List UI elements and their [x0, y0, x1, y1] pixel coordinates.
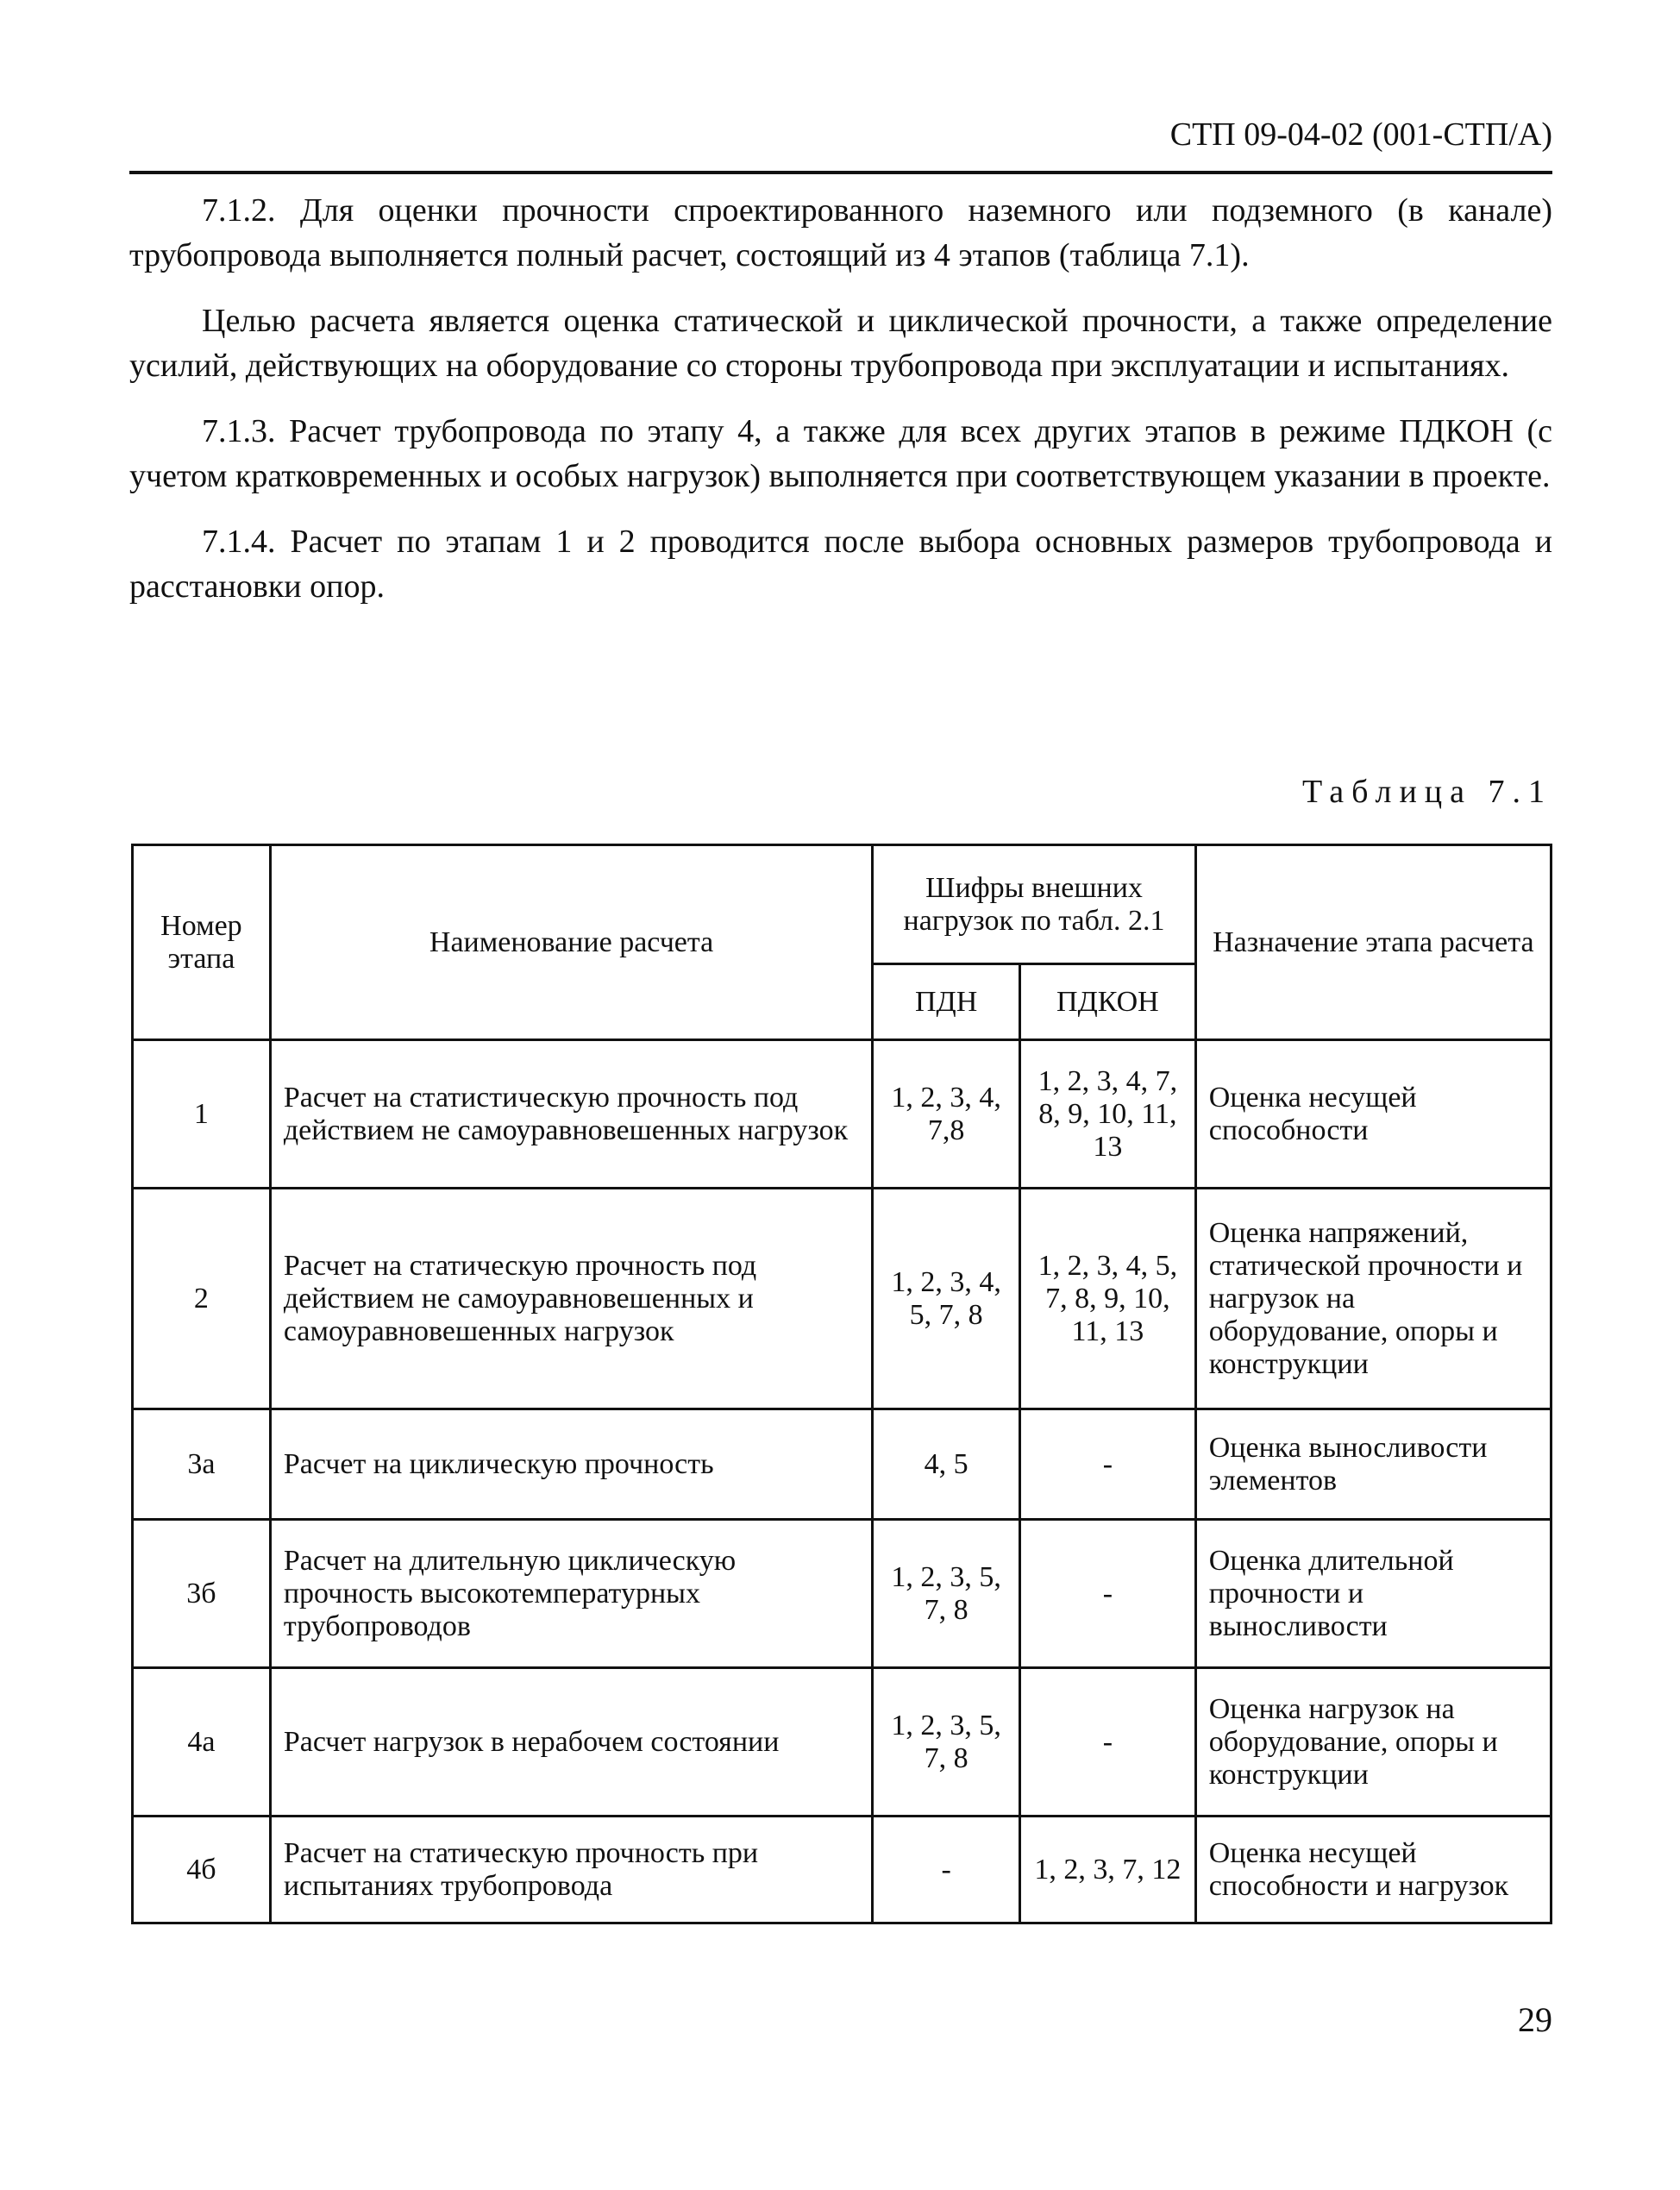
- header-purpose: Назначение этапа расчета: [1195, 845, 1551, 1040]
- header-pdkon: ПДКОН: [1020, 964, 1196, 1040]
- table-row: [133, 1668, 1551, 1817]
- stages-table: [131, 844, 1552, 1924]
- pdn-codes: 4, 5: [873, 1409, 1020, 1520]
- calc-name: Расчет на статическую прочность под действием не самоуравновешенных и самоуравновешенных нагрузок: [270, 1189, 872, 1409]
- stage-purpose: Оценка длительной прочности и выносливости: [1195, 1520, 1551, 1668]
- stage-purpose: Оценка несущей способности: [1195, 1040, 1551, 1189]
- pdkon-codes: 1, 2, 3, 7, 12: [1020, 1817, 1196, 1923]
- stage-number: 1: [133, 1040, 271, 1189]
- table-row: [133, 1520, 1551, 1668]
- paragraph-7-1-3: 7.1.3. Расчет трубопровода по этапу 4, а также для всех других этапов в режиме ПДКОН (с учетом кратковременных и особых нагрузок) выполняется при соответствующем указании в проекте.: [129, 413, 1552, 494]
- paragraph-purpose: Целью расчета является оценка статической и циклической прочности, а также определение усилий, действующих на оборудование со стороны трубопровода при эксплуатации и испытаниях.: [129, 303, 1552, 384]
- table-caption: Таблица 7.1: [1301, 774, 1552, 810]
- calc-name: Расчет на длительную циклическую прочность высокотемпературных трубопроводов: [270, 1520, 872, 1668]
- stage-purpose: Оценка выносливости элементов: [1195, 1409, 1551, 1520]
- stage-number: 2: [133, 1189, 271, 1409]
- stage-purpose: Оценка нагрузок на оборудование, опоры и конструкции: [1195, 1668, 1551, 1817]
- paragraph-7-1-4: 7.1.4. Расчет по этапам 1 и 2 проводится после выбора основных размеров трубопровода и расстановки опор.: [129, 524, 1552, 605]
- document-code: СТП 09-04-02 (001-СТП/А): [1169, 116, 1552, 153]
- pdn-codes: 1, 2, 3, 5, 7, 8: [873, 1520, 1020, 1668]
- body-text: [129, 188, 1552, 630]
- header-load-codes: Шифры внешних нагрузок по табл. 2.1: [873, 845, 1195, 964]
- stage-number: 3б: [133, 1520, 271, 1668]
- header-stage-number: Номер этапа: [133, 845, 271, 1040]
- pdkon-codes: 1, 2, 3, 4, 5, 7, 8, 9, 10, 11, 13: [1020, 1189, 1196, 1409]
- pdn-codes: 1, 2, 3, 4, 5, 7, 8: [873, 1189, 1020, 1409]
- calc-name: Расчет на статическую прочность при испытаниях трубопровода: [270, 1817, 872, 1923]
- stage-purpose: Оценка напряжений, статической прочности и нагрузок на оборудование, опоры и конструкции: [1195, 1189, 1551, 1409]
- calc-name: Расчет нагрузок в нерабочем состоянии: [270, 1668, 872, 1817]
- header-calc-name: Наименование расчета: [270, 845, 872, 1040]
- table-row: [133, 1189, 1551, 1409]
- pdn-codes: 1, 2, 3, 5, 7, 8: [873, 1668, 1020, 1817]
- page-header: [129, 110, 1552, 174]
- table-header-row: [133, 845, 1551, 964]
- paragraph-7-1-2: 7.1.2. Для оценки прочности спроектированного наземного или подземного (в канале) трубопровода выполняется полный расчет, состоящий из 4 этапов (таблица 7.1).: [129, 192, 1552, 273]
- table-row: [133, 1817, 1551, 1923]
- pdkon-codes: 1, 2, 3, 4, 7, 8, 9, 10, 11, 13: [1020, 1040, 1196, 1189]
- pdn-codes: 1, 2, 3, 4, 7,8: [873, 1040, 1020, 1189]
- stage-number: 3а: [133, 1409, 271, 1520]
- pdkon-codes: -: [1020, 1668, 1196, 1817]
- calc-name: Расчет на статистическую прочность под действием не самоуравновешенных нагрузок: [270, 1040, 872, 1189]
- pdkon-codes: -: [1020, 1520, 1196, 1668]
- pdn-codes: -: [873, 1817, 1020, 1923]
- table-row: [133, 1040, 1551, 1189]
- table-row: [133, 1409, 1551, 1520]
- stage-number: 4б: [133, 1817, 271, 1923]
- page-number: 29: [1518, 2000, 1552, 2039]
- stage-purpose: Оценка несущей способности и нагрузок: [1195, 1817, 1551, 1923]
- pdkon-codes: -: [1020, 1409, 1196, 1520]
- calc-name: Расчет на циклическую прочность: [270, 1409, 872, 1520]
- header-pdn: ПДН: [873, 964, 1020, 1040]
- stage-number: 4а: [133, 1668, 271, 1817]
